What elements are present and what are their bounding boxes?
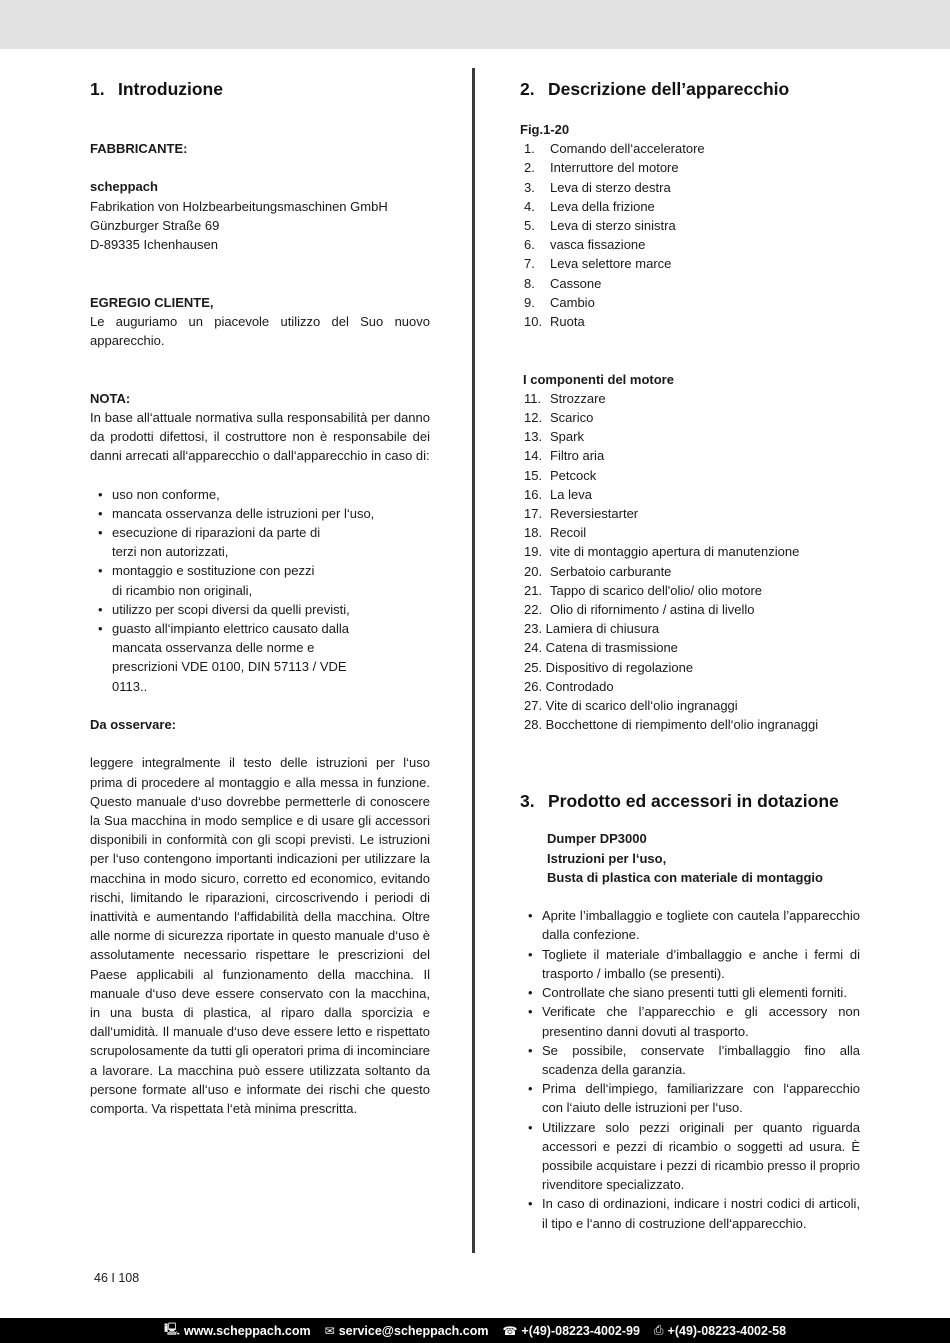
section-title-description: 2. Descrizione dell’apparecchio	[520, 79, 790, 99]
fax-icon: ⎙	[653, 1323, 664, 1337]
footer-bar	[0, 1318, 950, 1343]
section-title-intro: 1. Introduzione	[90, 79, 223, 99]
list-item: 23. Lamiera di chiusura	[524, 621, 660, 637]
company-name: scheppach	[90, 179, 158, 195]
list-item: 15. Petcock	[524, 467, 597, 483]
column-divider	[472, 68, 475, 1253]
list-item: • Verificate che l’apparecchio e gli accessory non presentino danni dovuti al trasporto.	[520, 1002, 860, 1040]
list-item: 26. Controdado	[524, 678, 614, 694]
list-item: • Utilizzare solo pezzi originali per quanto riguarda accessori e pezzi di ricambio o soggetti ad usura. È possibile acquistare i pezzi di ricambio presso il proprio rivenditore specializzato.	[520, 1118, 860, 1195]
footer-web[interactable]: 🖳 www.scheppach.com	[164, 1320, 311, 1341]
list-item: • Controllate che siano presenti tutti gli elementi forniti.	[520, 983, 860, 1002]
observe-text: leggere integralmente il testo delle istruzioni per l‘uso prima di procedere al montaggio e alla messa in funzione. Questo manuale d‘uso dovrebbe permetterle di conoscere la Sua macchina in modo semplice e di usare gli accessori disponibili in conformità con gli scopi previsti. Le istruzioni per l‘uso contengono importanti indicazioni per utilizzare la macchina in modo sicuro, corretto ed economico, evitando rischi, limitando le riparazioni, circoscrivendo i periodi di inattività e aumentando l‘affidabilità della macchina. Oltre alle norme di sicurezza riportate in questo manuale d‘uso è assolutamente necessario rispettare le prescrizioni del Paese applicabili al funzionamento della macchina. Il manuale d‘uso deve essere conservato con la macchina, in una busta di plastica, al riparo dalla sporcizia e dall‘umidità. Il manuale d‘uso deve essere letto e rispettato scrupolosamente da tutti gli operatori prima di incominciare a lavorare. La macchina può essere utilizzata soltanto da persone formate all‘uso e informate dei rischi che questo comporta. Va rispettata l‘età minima prescritta.	[90, 755, 430, 1117]
list-item: 12. Scarico	[524, 410, 594, 426]
description-section	[520, 78, 860, 1233]
list-item: • utilizzo per scopi diversi da quelli previsti,	[90, 600, 377, 619]
manufacturer-label: FABBRICANTE:	[90, 141, 188, 156]
parts-list	[520, 139, 860, 331]
list-item: • guasto all‘impianto elettrico causato dalla mancata osservanza delle norme e prescrizioni VDE 0100, DIN 57113 / VDE 0113..	[90, 619, 377, 696]
list-item: 10. Ruota	[524, 314, 585, 330]
footer-fax: ⎙ +(49)-08223-4002-58	[653, 1323, 787, 1338]
list-item: 11. Strozzare	[524, 390, 606, 406]
list-item: 14. Filtro aria	[524, 448, 605, 464]
liability-list	[90, 485, 430, 696]
observe-label: Da osservare:	[90, 717, 176, 733]
list-item: • mancata osservanza delle istruzioni per l‘uso,	[90, 504, 377, 523]
list-item: 9. Cambio	[524, 294, 595, 310]
list-item: 28. Bocchettone di riempimento dell‘olio ingranaggi	[524, 717, 819, 733]
list-item: • Togliete il materiale d’imballaggio e anche i fermi di trasporto / imballo (se presenti).	[520, 945, 860, 983]
list-item: 4. Leva della frizione	[524, 198, 655, 214]
address-line: D-89335 Ichenhausen	[90, 237, 218, 252]
delivery-item: Istruzioni per l‘uso,	[547, 850, 667, 866]
list-item: • Prima dell‘impiego, familiarizzare con l‘apparecchio con l‘aiuto delle istruzioni per l‘uso.	[520, 1079, 860, 1117]
list-item: • In caso di ordinazioni, indicare i nostri codici di articoli, il tipo e l‘anno di costruzione dell‘apparecchio.	[520, 1194, 860, 1232]
list-item: 7. Leva selettore marce	[524, 256, 672, 272]
list-item: • Se possibile, conservate l’imballaggio fino alla scadenza della garanzia.	[520, 1041, 860, 1079]
delivery-item: Dumper DP3000	[547, 831, 647, 847]
customer-label: EGREGIO CLIENTE,	[90, 294, 214, 310]
list-item: 5. Leva di sterzo sinistra	[524, 218, 676, 234]
list-item: 17. Reversiestarter	[524, 506, 639, 522]
list-item: 6. vasca fissazione	[524, 237, 646, 253]
address-line: Günzburger Straße 69	[90, 217, 220, 233]
list-item: 19. vite di montaggio apertura di manutenzione	[524, 544, 800, 560]
figure-label: Fig.1-20	[520, 122, 570, 137]
intro-section	[90, 78, 430, 1118]
list-item: 20. Serbatoio carburante	[524, 563, 672, 579]
header-bar	[0, 0, 950, 49]
list-item: 3. Leva di sterzo destra	[524, 179, 671, 195]
address-line: Fabrikation von Holzbearbeitungsmaschinen GmbH	[90, 198, 388, 214]
footer-phone: ☎ +(49)-08223-4002-99	[502, 1323, 640, 1338]
customer-text: Le auguriamo un piacevole utilizzo del Suo nuovo apparecchio.	[90, 313, 430, 348]
phone-icon: ☎	[502, 1323, 518, 1338]
delivery-items	[520, 829, 860, 887]
engine-components-label: I componenti del motore	[523, 371, 674, 387]
list-item: 2. Interruttore del motore	[524, 160, 679, 176]
list-item: 21. Tappo di scarico dell'olio/ olio motore	[524, 582, 763, 598]
list-item: 13. Spark	[524, 429, 584, 445]
note-label: NOTA:	[90, 390, 131, 406]
list-item: • uso non conforme,	[90, 485, 377, 504]
list-item: 18. Recoil	[524, 525, 587, 541]
list-item: 22. Olio di rifornimento / astina di livello	[524, 602, 755, 618]
list-item: 27. Vite di scarico dell‘olio ingranaggi	[524, 698, 738, 714]
engine-parts-list	[520, 389, 860, 735]
list-item: 1. Comando dell‘acceleratore	[524, 141, 705, 157]
list-item: • Aprite l’imballaggio e togliete con cautela l’apparecchio dalla confezione.	[520, 906, 860, 944]
section-title-delivery: 3. Prodotto ed accessori in dotazione	[520, 791, 839, 812]
footer-email[interactable]: ✉ service@scheppach.com	[324, 1323, 489, 1338]
page-number: 46 I 108	[94, 1271, 140, 1285]
list-item: • montaggio e sostituzione con pezzi di ricambio non originali,	[90, 561, 322, 599]
delivery-instructions-list	[520, 906, 860, 1232]
computer-icon: 🖳	[163, 1322, 180, 1336]
list-item: 24. Catena di trasmissione	[524, 640, 678, 656]
list-item: • esecuzione di riparazioni da parte di terzi non autorizzati,	[90, 523, 322, 561]
mail-icon: ✉	[324, 1323, 335, 1338]
list-item: 8. Cassone	[524, 275, 602, 291]
delivery-item: Busta di plastica con materiale di montaggio	[547, 869, 823, 885]
list-item: 25. Dispositivo di regolazione	[524, 659, 694, 675]
note-text: In base all‘attuale normativa sulla responsabilità per danno da prodotti difettosi, il costruttore non è responsabile dei danni arrecati all‘apparecchio o dall‘apparecchio in caso di:	[90, 409, 430, 464]
list-item: 16. La leva	[524, 486, 592, 502]
